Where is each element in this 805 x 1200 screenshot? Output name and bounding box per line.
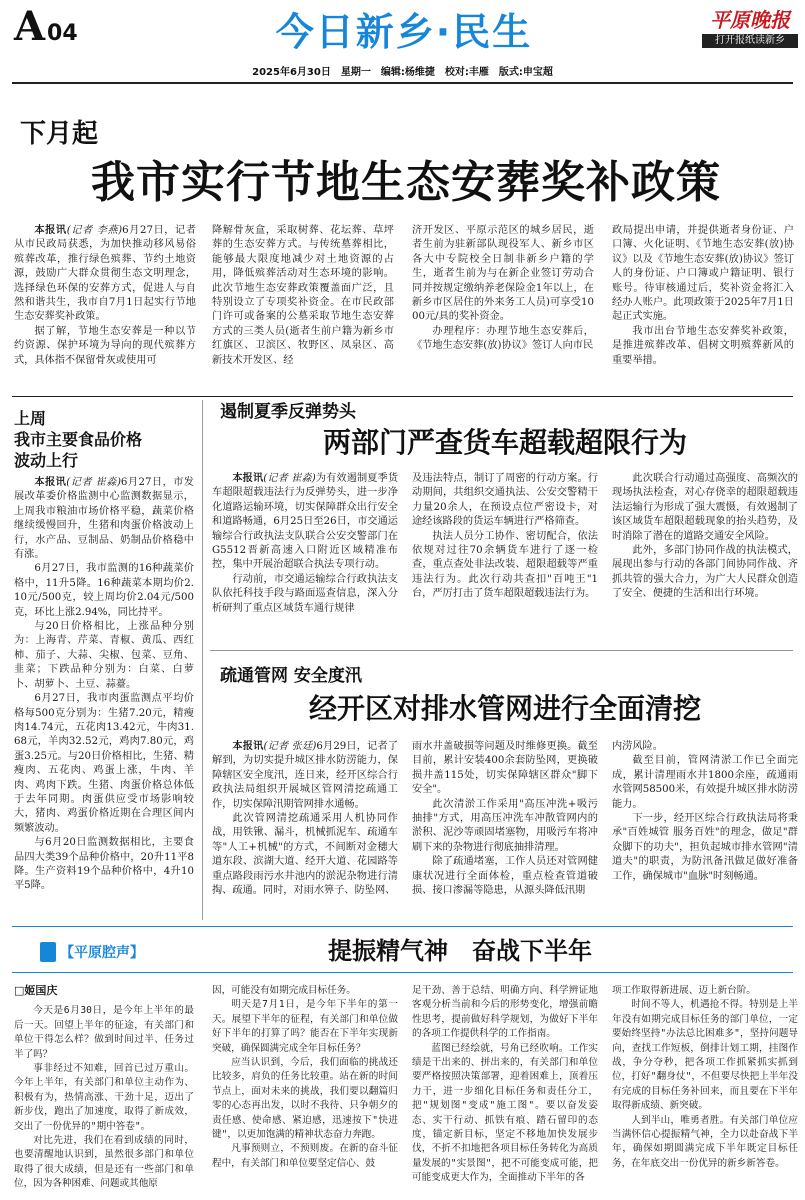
article4-text: 雨水井盖破损等问题及时维修更换。截至目前，累计安装400余套防坠网，更换破损井盖115处，切实保障辖区群众"脚下安全"。 — [412, 741, 598, 796]
article3-text: 此外，多部门协同作战的执法模式，展现出参与行动的各部门间协同作战、齐抓共管的强大合力，为广大人民群众创造了安全、便捷的生活和出行环境。 — [612, 545, 798, 600]
article3-reporter: (记者 崔淼) — [263, 473, 316, 484]
article4-reporter: (记者 张廷) — [263, 741, 317, 752]
column-head-rule — [12, 972, 793, 973]
column-col4 — [612, 984, 798, 1196]
article3-text: 此次联合行动通过高强度、高频次的现场执法检查，对心存侥幸的超限超载违法运输行为形成了强大震慑，有效遏制了该区域货车超限超载现象的抬头趋势，及时消除了潜在的道路交通安全风险。 — [612, 473, 798, 542]
column-tag: 【平原腔声】 — [60, 945, 144, 961]
paper-logo — [702, 8, 798, 48]
paper-slogan: 打开报纸读新乡 — [702, 34, 798, 48]
column-text: 事非经过不知难，回首已过万重山。今年上半年，有关部门和单位主动作为、积极有为，热情高涨、干劲十足，迈出了新步伐，跑出了加速度，取得了新成效，交出了一份优异的"期中答卷"。 — [14, 1063, 194, 1132]
page-letter: A — [14, 3, 46, 50]
article4-text: 内涝风险。 — [612, 741, 663, 752]
article2-body — [14, 476, 194, 920]
article3-text: 及违法特点，制订了周密的行动方案。行动期间，共组织交通执法、公安交警精干力量20余人，在预设点位严密设卡，对途经该路段的货运车辆进行严格筛查。 — [412, 473, 598, 528]
paper-name: 平原晚报 — [710, 8, 790, 32]
page-num: 04 — [47, 21, 78, 46]
page-number — [14, 3, 78, 50]
section-title: 今日新乡·民生 — [275, 10, 533, 54]
article1-text: 济开发区、平原示范区的城乡居民，逝者生前为驻新部队现役军人、新乡市区各大中专院校全日制非新乡户籍的学生，逝者生前为与在新企业签订劳动合同并按规定缴纳养老保险金1年以上，在新乡市区居住的外来务工人员)可享受1000元/具的奖补资金。 — [412, 225, 594, 323]
column-text: 人到半山，唯勇者胜。有关部门单位应当满怀信心提振精气神，全力以赴奋战下半年，确保如期圆满完成下半年既定目标任务，在年底交出一份优异的新乡新答卷。 — [612, 1114, 798, 1169]
article4-byline: 本报讯 — [232, 741, 264, 752]
column-text: 今天是6月30日，是今年上半年的最后一天。回望上半年的征途，有关部门和单位干得怎么样？做到时间过半、任务过半了吗？ — [14, 1005, 194, 1060]
column-text: 明天是7月1日，是今年下半年的第一天。展望下半年的征程，有关部门和单位做好下半年的打算了吗？能否在下半年实现新突破，确保圆满完成全年目标任务？ — [212, 999, 398, 1054]
column-text: 时间不等人，机遇抢不得。特别是上半年没有如期完成目标任务的部门单位，一定要始终坚持"办法总比困难多"，坚持问题导向，查找工作短板，倒排计划工期，挂图作战，争分夺秒，把各项工作抓紧抓实抓到位，打好"翻身仗"，不但要尽快把上半年没有完成的目标任务补回来，而且要在下半年取得新成绩、新突破。 — [612, 999, 798, 1112]
article1-col1 — [14, 224, 196, 392]
article1-text: 政局提出申请，并提供逝者身份证、户口簿、火化证明、《节地生态安葬(放)协议》以及《节地生态安葬(放)协议》签订人的身份证、户口簿或户籍证明、银行账号。待审核通过后，奖补资金将汇入经办人账户。此项政策于2025年7月1日起正式实施。 — [612, 225, 794, 323]
article1-col2 — [212, 224, 394, 392]
article3-col3 — [612, 472, 798, 642]
article2-text: 与6月20日监测数据相比，主要食品四大类39个品种价格中，20升11平8降。生产资料19个品种价格中，4升10平5降。 — [14, 837, 194, 892]
article4-col3 — [612, 740, 798, 918]
article2-text: 6月27日，市发展改革委价格监测中心监测数据显示，上周我市粮油市场价格平稳，蔬菜价格继续缓慢回升，生猪和肉蛋价格波动上行，水产品、豆制品、奶制品价格稳中有涨。 — [14, 477, 194, 561]
column-col2 — [212, 984, 398, 1196]
article2-text: 6月27日，我市监测的16种蔬菜价格中，11升5降。16种蔬菜本期均价2.10元/500克，较上周均价2.04元/500克，环比上涨2.94%，同比持平。 — [14, 563, 194, 618]
column-text: 蓝图已经绘就，号角已经吹响。工作实绩是干出来的、拼出来的，有关部门和单位要严格按照决策部署，迎着困难上，顶着压力干，进一步细化目标任务和责任分工，把"规划图"变成"施工图"。要以奋发姿态、实干行动、抓铁有痕、踏石留印的态度，锚定新目标，坚定不移地加快发展步伐，不折不扣地把各项目标任务转化为高质量发展的"实景图"，把不可能变成可能，把可能变成更大作为，全面推动下半年的各 — [412, 1042, 598, 1184]
article3-text: 行动前，市交通运输综合行政执法支队依托科技手段与路面巡查信息，深入分析研判了重点区域货车通行规律 — [212, 573, 398, 614]
article1-headline: 我市实行节地生态安葬奖补政策 — [91, 157, 721, 208]
article2-byline: 本报讯 — [34, 477, 67, 488]
column-text: 应当认识到，今后，我们面临的挑战还比较多，肩负的任务比较重。站在新的时间节点上，面对未来的挑战，我们要以翻篇归零的心态再出发，以时不我待、只争朝夕的责任感、使命感、紧迫感，迅速按下"快进键"，以更加饱满的精神状态奋力奔跑。 — [212, 1057, 398, 1141]
article4-headline: 经开区对排水管网进行全面清挖 — [308, 692, 701, 725]
column-author: □姬国庆 — [14, 984, 58, 997]
article1-text: 我市出台节地生态安葬奖补政策，是推进殡葬改革、倡树文明殡葬新风的重要举措。 — [612, 325, 794, 366]
article3-kicker: 遏制夏季反弹势头 — [220, 402, 356, 422]
article3-col1 — [212, 472, 398, 642]
article4-text: 此次管网清挖疏通采用人机协同作战，用铁锹、漏斗，机械抓泥车、疏通车等"人工+机械"的方式，不间断对金穗大道东段、滨湖大道、经开大道、花园路等重点路段雨污水井池内的淤泥杂物进行清掏、疏通。同时，对雨水箅子、防坠网、 — [212, 813, 398, 897]
article4-col2 — [412, 740, 598, 918]
column-headline: 提振精气神 奋战下半年 — [328, 937, 592, 965]
article2-reporter: (记者 崔淼) — [66, 477, 121, 488]
article1-text: 办理程序：办理节地生态安葬后，《节地生态安葬(放)协议》签订人向市民 — [412, 325, 594, 352]
column-text: 项工作取得新进展、迈上新台阶。 — [612, 985, 756, 996]
article4-text: 6月29日，记者了解到，为切实提升城区排水防涝能力，保障辖区安全度汛，连日来，经开区综合行政执法局组织开展城区管网清挖疏通工作，切实保障汛期管网排水通畅。 — [212, 741, 398, 810]
article4-text: 截至目前，管网清淤工作已全面完成，累计清理雨水井1800余座，疏通雨水管网58500米，有效提升城区排水防涝能力。 — [612, 755, 798, 810]
dateline: 2025年6月30日 星期一 编辑:杨维捷 校对:丰雁 版式:申宝超 — [252, 67, 553, 78]
column-text: 足干劲、善于总结、明确方向、科学辨证地客观分析当前和今后的形势变化，增强前瞻性思考，提前做好科学规划，为做好下半年的各项工作提供科学的工作指南。 — [412, 985, 598, 1040]
article3-byline: 本报讯 — [232, 473, 264, 484]
article1-col3 — [412, 224, 594, 392]
article3-col2 — [412, 472, 598, 642]
column-text: 因，可能没有如期完成目标任务。 — [212, 985, 356, 996]
article1-reporter: (记者 李燕) — [66, 225, 123, 236]
article4-text: 此次清淤工作采用"高压冲洗+吸污抽排"方式，用高压冲洗车冲散管网内的淤积、泥沙等顽固堵塞物，用吸污车将冲刷下来的杂物进行彻底抽排清理。 — [412, 798, 598, 853]
article3-headline: 两部门严查货车超载超限行为 — [322, 426, 687, 459]
article1-text: 据了解，节地生态安葬是一种以节约资源、保护环境为导向的现代殡葬方式，具体指不保留骨灰或使用可 — [14, 325, 196, 366]
divider — [12, 396, 793, 397]
column-col1 — [14, 984, 194, 1196]
column-col3 — [412, 984, 598, 1196]
column-tag-box — [40, 940, 144, 964]
masthead-rule — [12, 82, 793, 84]
column-text: 凡事预则立，不预则废。在新的奋斗征程中，有关部门和单位要坚定信心、鼓 — [212, 1143, 398, 1169]
article2-text: 与20日价格相比，上涨品种分别为：上海青、芹菜、青椒、黄瓜、西红柿、茄子、大蒜、尖椒、包菜、豆角、韭菜；下跌品种分别为：白菜、白萝卜、胡萝卜、土豆、蒜薹。 — [14, 621, 194, 690]
article3-text: 执法人员分工协作、密切配合，依法依规对过往70余辆货车进行了逐一检查，重点查处非法改装、超限超载等严重违法行为。此次行动共查扣"百吨王"1台，严厉打击了货车超限超载违法行为。 — [412, 530, 598, 600]
article4-kicker: 疏通管网 安全度汛 — [220, 666, 362, 686]
article1-byline: 本报讯 — [34, 225, 67, 236]
column-tag-icon — [40, 942, 56, 962]
column-top-rule — [12, 926, 793, 927]
article4-text: 除了疏通堵塞，工作人员还对管网健康状况进行全面体检，重点检查管道破损、接口渗漏等隐患，从源头降低汛期 — [412, 856, 598, 897]
column-divider — [202, 400, 203, 920]
article4-text: 下一步，经开区综合行政执法局将秉承"百姓城管 服务百姓"的理念，做足"群众脚下的功夫"，担负起城市排水管网"清道夫"的职责，为防汛备汛做足做好准备工作，确保城市"血脉"时刻畅通。 — [612, 813, 798, 882]
article3-text: 为有效遏制夏季货车超限超载违法行为反弹势头，进一步净化道路运输环境，切实保障群众出行安全和道路畅通，6月25日至26日，市交通运输综合行政执法支队联合公安交警部门在G5512晋新高速入口附近区域精准布控，集中开展治超联合执法专项行动。 — [212, 473, 398, 571]
article1-kicker: 下月起 — [20, 119, 99, 149]
article1-col4 — [612, 224, 794, 392]
column-text: 对比先进，我们在看到成绩的同时，也要清醒地认识到，虽然很多部门和单位取得了很大成绩，但是还有一些部门和单位，因为各种困难、问题或其他原 — [14, 1135, 194, 1190]
article1-text: 降解骨灰盒，采取树葬、花坛葬、草坪葬的生态安葬方式。与传统墓葬相比，能够最大限度地减少对土地资源的占用，降低殡葬活动对生态环境的影响。此次节地生态安葬政策覆盖面广泛，且特别设立了专项奖补资金。在市民政部门许可或备案的公墓采取节地生态安葬方式的三类人员(逝者生前户籍为新乡市红旗区、卫滨区、牧野区、凤泉区、高新技术开发区、经 — [212, 225, 394, 366]
article4-col1 — [212, 740, 398, 918]
article2-headline: 上周 我市主要食品价格 波动上行 — [14, 409, 143, 470]
divider — [210, 650, 793, 651]
article2-text: 6月27日，我市肉蛋监测点平均价格每500克分别为：生猪7.20元，精瘦肉14.74元，五花肉13.42元，牛肉31.68元，羊肉32.52元，鸡肉7.80元，鸡蛋3.25元。与20日价格相比，生猪、精瘦肉、五花肉、鸡蛋上涨，牛肉、羊肉、鸡肉下跌。生猪、肉蛋价格总体低于去年同期。肉蛋供应受市场影响较大，猪肉、鸡蛋价格近期在合理区间内频繁波动。 — [14, 693, 194, 834]
article1-text: 6月27日，记者从市民政局获悉，为加快推动移风易俗殡葬改革，推行绿色殡葬、节约土地资源，鼓励广大群众贯彻生态文明理念，选择绿色环保的安葬方式，促进人与自然和谐共生，我市自7月1日起实行节地生态安葬奖补政策。 — [14, 225, 196, 323]
